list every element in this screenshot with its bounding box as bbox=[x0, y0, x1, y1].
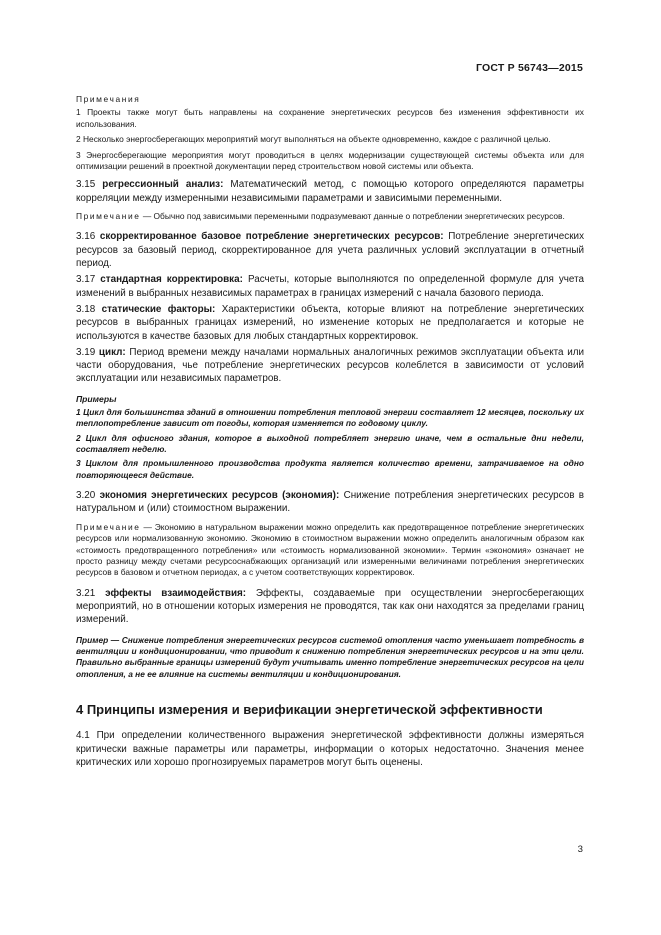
term-3-19 bbox=[76, 346, 584, 386]
document-body bbox=[76, 94, 584, 769]
notes-heading: Примечания bbox=[76, 94, 141, 104]
term-number: 3.18 bbox=[76, 303, 96, 315]
term-definition: Математический метод, с помощью которого определяются параметры корреляции между измеренными независимыми параметрами и зависимыми переменными. bbox=[76, 179, 584, 204]
note-label: Примечание bbox=[76, 521, 141, 532]
term-name: регрессионный анализ: bbox=[102, 179, 224, 191]
standard-number-header: ГОСТ Р 56743—2015 bbox=[475, 62, 583, 74]
term-number: 3.16 bbox=[76, 231, 96, 243]
examples-block bbox=[76, 394, 584, 481]
term-3-15 bbox=[76, 178, 584, 205]
term-name: статические факторы: bbox=[101, 303, 216, 315]
term-number: 3.15 bbox=[76, 179, 96, 191]
term-number: 3.21 bbox=[76, 587, 96, 599]
term-name: эффекты взаимодействия: bbox=[105, 587, 247, 599]
term-definition: Расчеты, которые выполняются по определенной формуле для учета изменений в выбранных независимых параметрах в границах измерений с начала базового периода. bbox=[76, 274, 584, 299]
example-label: Пример bbox=[76, 634, 109, 645]
example-item: 2 Цикл для офисного здания, которое в выходной потребляет энергию иначе, чем в остальные дни недели, составляет неделю. bbox=[76, 432, 584, 454]
note-label: Примечание bbox=[76, 211, 141, 222]
examples-heading: Примеры bbox=[76, 393, 117, 404]
note-3-15 bbox=[76, 211, 584, 222]
example-item: 1 Цикл для большинства зданий в отношении потребления тепловой энергии составляет 12 месяцев, поскольку их теплопотребление зависит от погоды, которая изменяется по годовому циклу. bbox=[76, 406, 584, 429]
term-definition: Период времени между началами нормальных аналогичных режимов эксплуатации объекта или части оборудования, чье потребление энергетических ресурсов колеблется в зависимости от условий эксплуатации или независимых параметров. bbox=[76, 346, 584, 385]
term-definition: Эффекты, создаваемые при осуществлении энергосберегающих мероприятий, но в отношении которых измерения не проводятся, так как они находятся за пределами границ измерений. bbox=[76, 587, 584, 626]
example-3-21 bbox=[76, 635, 584, 681]
term-definition: Снижение потребления энергетических ресурсов в натуральном и (или) стоимостном выражении. bbox=[76, 490, 584, 515]
paragraph-4-1: 4.1 При определении количественного выражения энергетической эффективности должны измеряться критически важные параметры или параметры, информации о которых недостаточно. Значения менее критических или хорошо прогнозируемых параметров могут быть оценены. bbox=[76, 730, 584, 768]
note-item: 3 Энергосберегающие мероприятия могут проводиться в целях модернизации существующей системы объекта или для оптимизации решений в проектной документации перед строительством новой системы или объекта. bbox=[76, 149, 584, 172]
term-name: стандартная корректировка: bbox=[100, 274, 243, 286]
term-number: 3.17 bbox=[76, 274, 96, 286]
term-name: экономия энергетических ресурсов (экономия): bbox=[99, 490, 340, 502]
note-item: 2 Несколько энергосберегающих мероприятий могут выполняться на объекте одновременно, каждое с различной целью. bbox=[76, 134, 551, 145]
term-3-18 bbox=[76, 303, 584, 343]
term-number: 3.19 bbox=[76, 346, 96, 358]
term-3-16 bbox=[76, 230, 584, 270]
term-number: 3.20 bbox=[76, 490, 96, 502]
example-text: — Снижение потребления энергетических ресурсов системой отопления часто уменьшает потребность в вентиляции и кондиционировании, что приводит к снижению потребления энергетических ресурсов и на эти цели. Правильно выбранные границы измерений будут учитывать именно потребление энергетических ресурсов на цели отопления, а не ее влияние на системы вентиляции и кондиционирования. bbox=[76, 634, 585, 679]
term-name: скорректированное базовое потребление энергетических ресурсов: bbox=[99, 231, 444, 243]
term-name: цикл: bbox=[98, 346, 126, 358]
term-3-20 bbox=[76, 489, 584, 516]
page-number: 3 bbox=[577, 844, 583, 855]
term-definition: Потребление энергетических ресурсов за базовый период, скорректированное для учета различных условий эксплуатации в отчетный период. bbox=[76, 231, 585, 270]
example-item: 3 Циклом для промышленного производства продукта является количество времени, затрачиваемое на одно повторяющееся действие. bbox=[76, 458, 584, 480]
note-item: 1 Проекты также могут быть направлены на сохранение энергетических ресурсов без изменения эффективности их использования. bbox=[76, 107, 584, 129]
note-text: — Экономию в натуральном выражении можно определить как предотвращенное потребление энергетических ресурсов или нормализованную экономию. Экономию в стоимостном выражении можно определить аналогичным образом как «стоимость предотвращенного потребления» или «стоимость нормализованной экономии». Термин «экономия» означает не просто разницу между счетами ресурсоснабжающих организаций или измеренными величинами потребления энергетических ресурсов в базовом и отчетном периодах, а с учетом соответствующих корректировок. bbox=[76, 521, 584, 578]
section-4-title: 4 Принципы измерения и верификации энергетической эффективности bbox=[76, 702, 543, 718]
note-3-20 bbox=[76, 522, 584, 579]
term-3-21 bbox=[76, 587, 584, 627]
notes-block bbox=[76, 94, 584, 172]
note-text: — Обычно под зависимыми переменными подразумевают данные о потреблении энергетических ресурсов. bbox=[142, 211, 565, 222]
term-3-17 bbox=[76, 273, 584, 300]
term-definition: Характеристики объекта, которые влияют на потребление энергетических ресурсов в выбранных границах измерений, но изменение которых не предполагается и которые не используются в качестве базовых для любых стандартных корректировок. bbox=[76, 303, 584, 342]
